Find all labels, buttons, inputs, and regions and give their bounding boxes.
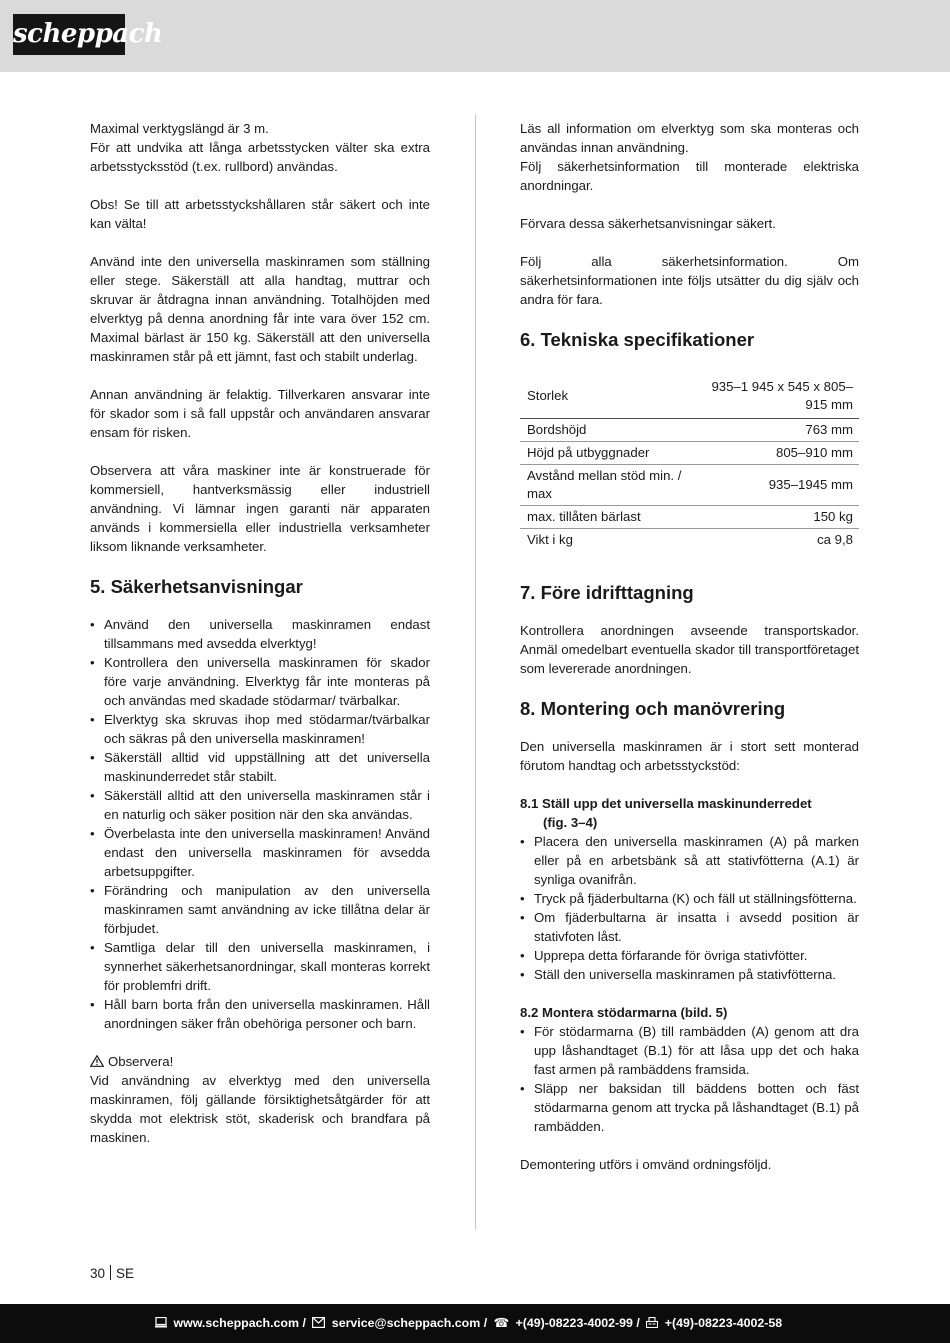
table-row: [520, 442, 859, 465]
table-row: [520, 506, 859, 529]
list-item: • Elverktyg ska skruvas ihop med stödarmar/tvärbalkar och säkras på den universella maskinramen!: [90, 710, 430, 748]
warning-heading: [90, 1052, 430, 1071]
table-row: [520, 419, 859, 442]
page-number: [90, 1265, 134, 1281]
paragraph: För att undvika att långa arbetsstycken välter ska extra arbetsstycksstöd (t.ex. rullbord) användas.: [90, 140, 430, 174]
list-item: • Säkerställ alltid vid uppställning att det universella maskinunderredet står stabilt.: [90, 748, 430, 786]
page-footer: [0, 1304, 950, 1343]
list-item: • Håll barn borta från den universella maskinramen. Håll anordningen säker från obehöriga personer och barn.: [90, 995, 430, 1033]
list-item: • Använd den universella maskinramen endast tillsammans med avsedda elverktyg!: [90, 615, 430, 653]
spec-value: 805–910 mm: [776, 445, 853, 460]
spec-label: max. tillåten bärlast: [527, 509, 641, 524]
column-divider: [475, 114, 476, 1230]
section-5-title: 5. Säkerhetsanvisningar: [90, 576, 303, 597]
list-item: • Upprepa detta förfarande för övriga stativfötter.: [520, 946, 859, 965]
list-item: • Ställ den universella maskinramen på stativfötterna.: [520, 965, 859, 984]
list-item: • För stödarmarna (B) till rambädden (A) genom att dra upp låshandtaget (B.1) för att låsa upp det och haka fast armen på rambäddens framsida.: [520, 1022, 859, 1079]
spec-value: 935–1 945 x 545 x 805–915 mm: [711, 379, 853, 412]
email-icon: [312, 1317, 325, 1328]
warning-text: Vid användning av elverktyg med den universella maskinramen, följ gällande försiktighetsåtgärder för att skydda mot elektrisk stöt, skaderisk och brandfara på maskinen.: [90, 1073, 430, 1145]
spec-value: 935–1945 mm: [768, 477, 853, 492]
spec-label: Avstånd mellan stöd min. / max: [527, 468, 682, 501]
paragraph: Följ säkerhetsinformation till monterade elektriska anordningar.: [520, 159, 859, 193]
spec-value: 763 mm: [805, 422, 853, 437]
section-8-title: 8. Montering och manövrering: [520, 698, 786, 719]
footer-phone: +(49)-08223-4002-99 /: [515, 1316, 640, 1330]
section-6-title: 6. Tekniska specifikationer: [520, 329, 755, 350]
right-column: [520, 119, 859, 1174]
phone-icon: ☎: [493, 1316, 510, 1330]
list-item: • Tryck på fjäderbultarna (K) och fäll ut ställningsfötterna.: [520, 889, 859, 908]
spec-label: Storlek: [527, 388, 569, 403]
computer-icon: [155, 1317, 167, 1328]
section-7-title: 7. Före idrifttagning: [520, 582, 694, 603]
warning-label: Observera!: [108, 1054, 174, 1069]
footer-contact: [155, 1304, 782, 1343]
left-column: [90, 119, 430, 1147]
setup-list: [520, 832, 859, 984]
list-item: • Kontrollera den universella maskinramen för skador före varje användning. Elverktyg får inte monteras på och användas med skadade stödarmar/ tvärbalkar.: [90, 653, 430, 710]
list-item: • Placera den universella maskinramen (A) på marken eller på en arbetsbänk så att stativfötterna (A.1) är synliga ovanifrån.: [520, 832, 859, 889]
spec-label: Vikt i kg: [527, 532, 573, 547]
footer-web[interactable]: www.scheppach.com /: [173, 1316, 306, 1330]
safety-list: [90, 615, 430, 1033]
page-language: SE: [116, 1266, 135, 1281]
subsection-title-line: (fig. 3–4): [543, 815, 598, 830]
spec-table: [520, 374, 859, 551]
spec-value: 150 kg: [813, 509, 853, 524]
list-item: • Släpp ner baksidan till bäddens botten och fäst stödarmarna genom att trycka på låshandtaget (B.1) på rambädden.: [520, 1079, 859, 1136]
page-number-separator: [110, 1265, 111, 1280]
paragraph: Annan användning är felaktig. Tillverkaren ansvarar inte för skador som i så fall uppstår och användaren ansvarar ensam för risken.: [90, 387, 430, 440]
paragraph: Observera att våra maskiner inte är konstruerade för kommersiell, hantverksmässig eller industriell användning. Vi lämnar ingen garanti när apparaten används i kommersiella eller industriella verksamheter liksom liknande verksamheter.: [90, 463, 430, 554]
paragraph: Maximal verktygslängd är 3 m.: [90, 121, 269, 136]
fax-icon: [646, 1317, 658, 1328]
paragraph: Den universella maskinramen är i stort sett monterad förutom handtag och arbetsstyckstöd:: [520, 739, 859, 773]
list-item: • Överbelasta inte den universella maskinramen! Använd endast den universella maskinramen för avsedda arbetsuppgifter.: [90, 824, 430, 881]
subsection-8-2-title: 8.2 Montera stödarmarna (bild. 5): [520, 1005, 728, 1020]
table-row: [520, 529, 859, 552]
list-item: • Om fjäderbultarna är insatta i avsedd position är stativfoten låst.: [520, 908, 859, 946]
list-item: • Säkerställ alltid att den universella maskinramen står i en naturlig och säker position när den ska användas.: [90, 786, 430, 824]
spec-label: Höjd på utbyggnader: [527, 445, 650, 460]
footer-email[interactable]: service@scheppach.com /: [331, 1316, 488, 1330]
support-arms-list: [520, 1022, 859, 1136]
spec-label: Bordshöjd: [527, 422, 587, 437]
table-row: [520, 374, 859, 419]
list-item: • Samtliga delar till den universella maskinramen, i synnerhet säkerhetsanordningar, skall monteras korrekt för problemfri drift.: [90, 938, 430, 995]
list-item: • Förändring och manipulation av den universella maskinramen samt användning av icke tillåtna delar är förbjudet.: [90, 881, 430, 938]
paragraph: Kontrollera anordningen avseende transportskador. Anmäl omedelbart eventuella skador till transportföretaget som levererade anordningen.: [520, 623, 859, 676]
paragraph: Läs all information om elverktyg som ska monteras och användas innan användning.: [520, 121, 859, 155]
paragraph: Demontering utförs i omvänd ordningsföljd.: [520, 1157, 772, 1172]
paragraph: Obs! Se till att arbetsstyckshållaren står säkert och inte kan välta!: [90, 197, 430, 231]
subsection-8-1-title: [520, 794, 859, 832]
scheppach-logo: scheppach: [13, 14, 125, 55]
paragraph: Använd inte den universella maskinramen som ställning eller stege. Säkerställ att alla handtag, muttrar och skruvar är åtdragna innan användning. Totalhöjden med elverktyg på denna anordning får inte vara över 152 cm. Maximal bärlast är 150 kg. Säkerställ att den universella maskinramen står på ett jämnt, fast och stabilt underlag.: [90, 254, 430, 364]
footer-fax: +(49)-08223-4002-58: [664, 1316, 783, 1330]
warning-triangle-icon: [90, 1055, 104, 1067]
page-header: [0, 0, 950, 72]
page-number-value: 30: [90, 1266, 106, 1281]
spec-value: ca 9,8: [817, 532, 853, 547]
paragraph: Förvara dessa säkerhetsanvisningar säkert.: [520, 216, 776, 231]
table-row: [520, 465, 859, 506]
subsection-title-line: 8.1 Ställ upp det universella maskinunderredet: [520, 796, 812, 811]
paragraph: Följ alla säkerhetsinformation. Om säkerhetsinformationen inte följs utsätter du dig själv och andra för fara.: [520, 254, 859, 307]
